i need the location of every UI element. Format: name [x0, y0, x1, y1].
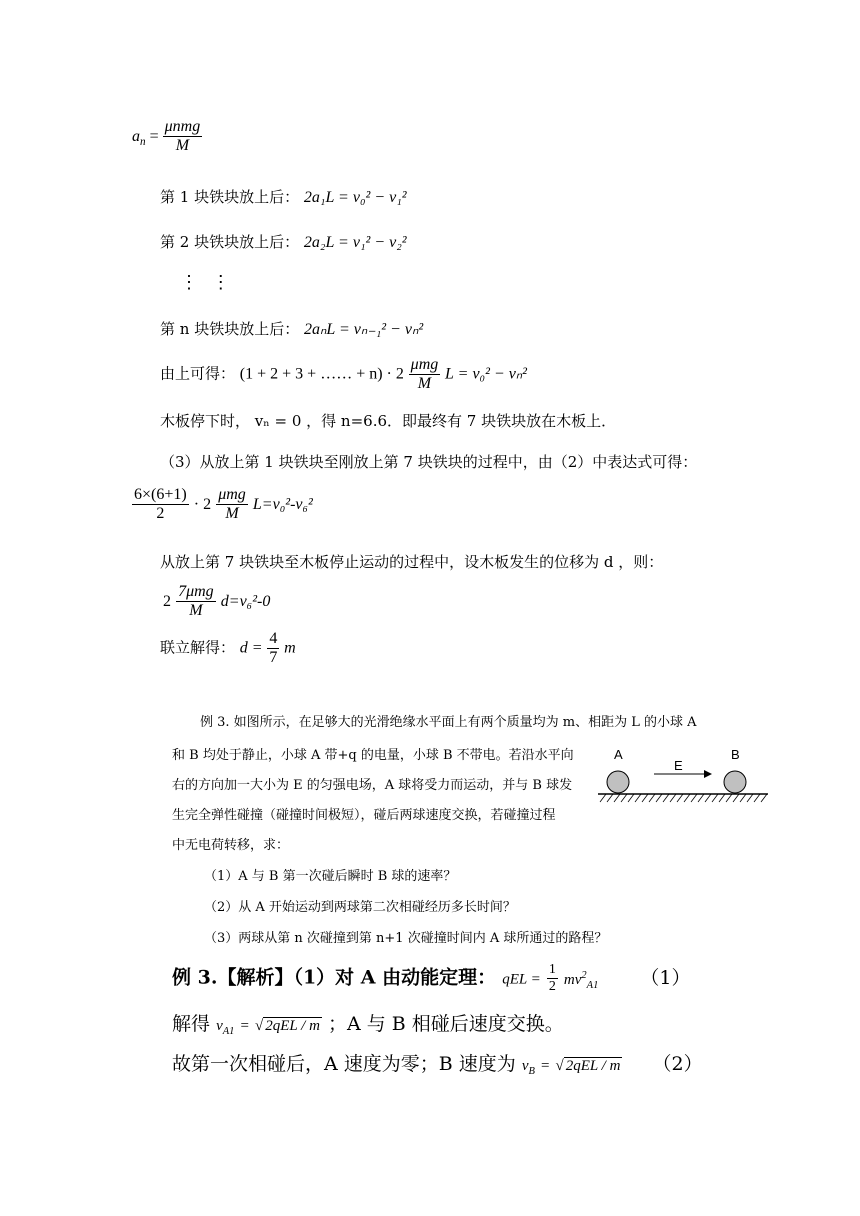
an-sub: n	[140, 136, 146, 149]
an-formula: $a_n$ = $\frac{\text{μnmg}}{M}$	[132, 118, 201, 154]
ex3-line4: 生完全弹性碰撞（碰撞时间极短），碰后两球速度交换，若碰撞过程	[172, 808, 556, 823]
solution-l1-fraction	[547, 962, 558, 995]
step1-label: 第 1 块铁块放上后：	[160, 188, 300, 206]
ex3-q2: （2）从 A 开始运动到两球第二次相碰经历多长时间？	[204, 900, 516, 915]
solution-l3-tag: （2）	[652, 1053, 703, 1075]
solution-l2-head: 解得	[172, 1013, 211, 1035]
sum-frac-den: M	[417, 375, 432, 392]
eq1-fraction	[132, 486, 189, 523]
sum-frac-num: μmg	[410, 356, 439, 373]
solution-l3-v-letter: v	[521, 1058, 529, 1074]
solution-l3-sub: B	[528, 1066, 535, 1077]
eq2-left: 2	[163, 593, 171, 610]
eq1-mid: · 2	[193, 496, 212, 513]
part3-intro: （3）从放上第 1 块铁块至刚放上第 7 块铁块的过程中，由（2）中表达式可得：	[160, 453, 698, 471]
step2-line	[160, 231, 407, 252]
eq2-fraction	[176, 583, 216, 620]
ex3-q1: （1）A 与 B 第一次碰后瞬时 B 球的速率？	[204, 869, 457, 884]
eq2-frac-num: 7μmg	[178, 583, 214, 600]
ex3-line1: 例 3. 如图所示，在足够大的光滑绝缘水平面上有两个质量均为 m、相距为 L 的小球 A	[200, 715, 697, 730]
eq2-right: d=v₆²-0	[220, 593, 271, 610]
step1-line	[160, 186, 407, 207]
solution-l3-radicand: 2qEL / m	[565, 1058, 621, 1074]
solution-l2-v	[216, 1018, 235, 1037]
solution-l3-eq: =	[540, 1058, 550, 1074]
part3-eq2	[163, 583, 270, 620]
solution-line3	[172, 1049, 703, 1077]
solution-l1-head: 例 3.【解析】（1）对 A 由动能定理：	[172, 966, 497, 989]
solution-l1-sup: 2	[581, 969, 587, 981]
an-lhs: a	[132, 128, 140, 145]
ex3-q3: （3）两球从第 n 次碰撞到第 n+1 次碰撞时间内 A 球所通过的路程？	[204, 931, 608, 946]
eq1-frac2-den: M	[225, 505, 239, 522]
stepn-label: 第 n 块铁块放上后：	[160, 320, 300, 338]
solve-lhs: d =	[239, 639, 263, 657]
ex3-figure	[592, 740, 772, 806]
step2-equation: 2a₂L = v₁² − v₂²	[303, 234, 407, 251]
solution-l1-den: 2	[548, 979, 556, 994]
part3-eq1	[132, 486, 313, 523]
sum-eq-right: L = v₀² − vₙ²	[445, 365, 527, 383]
an-numerator: μnmg	[164, 118, 201, 135]
vertical-dots: ⋮ ⋮	[180, 272, 234, 293]
part3-line2: 从放上第 7 块铁块至木板停止运动的过程中，设木板发生的位移为 d ，则：	[160, 553, 664, 571]
solution-l1-num: 1	[548, 962, 556, 977]
eq1-frac2-num: μmg	[218, 486, 246, 503]
an-denominator: M	[175, 137, 190, 154]
sum-eq-left: (1 + 2 + 3 + …… + n) · 2	[239, 365, 404, 383]
ground-hatching	[600, 794, 767, 802]
step2-label: 第 2 块铁块放上后：	[160, 233, 300, 251]
solution-line1	[172, 962, 690, 995]
ex3-line5: 中无电荷转移，求：	[172, 838, 290, 853]
sum-label: 由上可得：	[160, 364, 236, 383]
solve-fraction	[267, 630, 279, 667]
field-arrowhead	[704, 770, 712, 778]
solution-l3-v	[521, 1058, 535, 1077]
solution-l3-sqrt: √ 2qEL / m	[555, 1058, 621, 1074]
solution-l1-sub: A1	[586, 979, 599, 991]
eq1-frac2	[216, 486, 248, 523]
solution-l3-head: 故第一次相碰后，A 速度为零；B 速度为	[172, 1053, 516, 1075]
solution-l1-mv: mv	[563, 971, 582, 988]
solution-l1-eq-right	[563, 969, 599, 991]
solve-num: 4	[269, 630, 278, 647]
solution-l2-sub: A1	[222, 1026, 235, 1037]
ball-b	[724, 771, 746, 793]
solution-l2-v-letter: v	[216, 1018, 223, 1034]
solution-line2	[172, 1009, 564, 1037]
an-fraction	[163, 118, 203, 155]
figure-label-a: A	[614, 747, 623, 762]
ball-a	[607, 771, 629, 793]
solution-l2-tail: ；A 与 B 相碰后速度交换。	[327, 1013, 564, 1035]
sum-fraction	[409, 356, 441, 393]
solve-unit: m	[284, 639, 296, 657]
solve-label: 联立解得：	[160, 638, 236, 657]
step1-equation: 2a₁L = v₀² − v₁²	[303, 189, 407, 206]
figure-label-b: B	[731, 747, 740, 762]
eq1-denominator: 2	[156, 505, 165, 522]
ex3-line3: 右的方向加一大小为 E 的匀强电场，A 球将受力而运动，并与 B 球发	[172, 778, 573, 793]
stepn-equation: 2aₙL = vₙ₋₁² − vₙ²	[303, 321, 424, 338]
solution-l1-eq-left: qEL =	[502, 971, 541, 988]
figure-label-e: E	[674, 758, 683, 773]
solution-l2-sqrt: √ 2qEL / m	[254, 1018, 320, 1034]
eq1-right: L=v₀²-v₆²	[252, 496, 313, 513]
solve-den: 7	[269, 649, 278, 666]
stop-line: 木板停下时， vₙ = 0 ，得 n=6.6．即最终有 7 块铁块放在木板上．	[160, 412, 617, 430]
solution-l2-radicand: 2qEL / m	[265, 1018, 320, 1034]
ex3-line2: 和 B 均处于静止，小球 A 带+q 的电量，小球 B 不带电。若沿水平向	[172, 748, 574, 763]
solution-l2-eq: =	[240, 1018, 249, 1034]
eq1-numerator: 6×(6+1)	[134, 486, 187, 503]
stepn-line	[160, 318, 423, 339]
sum-line	[160, 356, 527, 393]
eq2-frac-den: M	[189, 602, 203, 619]
solve-line	[160, 630, 296, 667]
solution-l1-tag: （1）	[640, 966, 691, 989]
